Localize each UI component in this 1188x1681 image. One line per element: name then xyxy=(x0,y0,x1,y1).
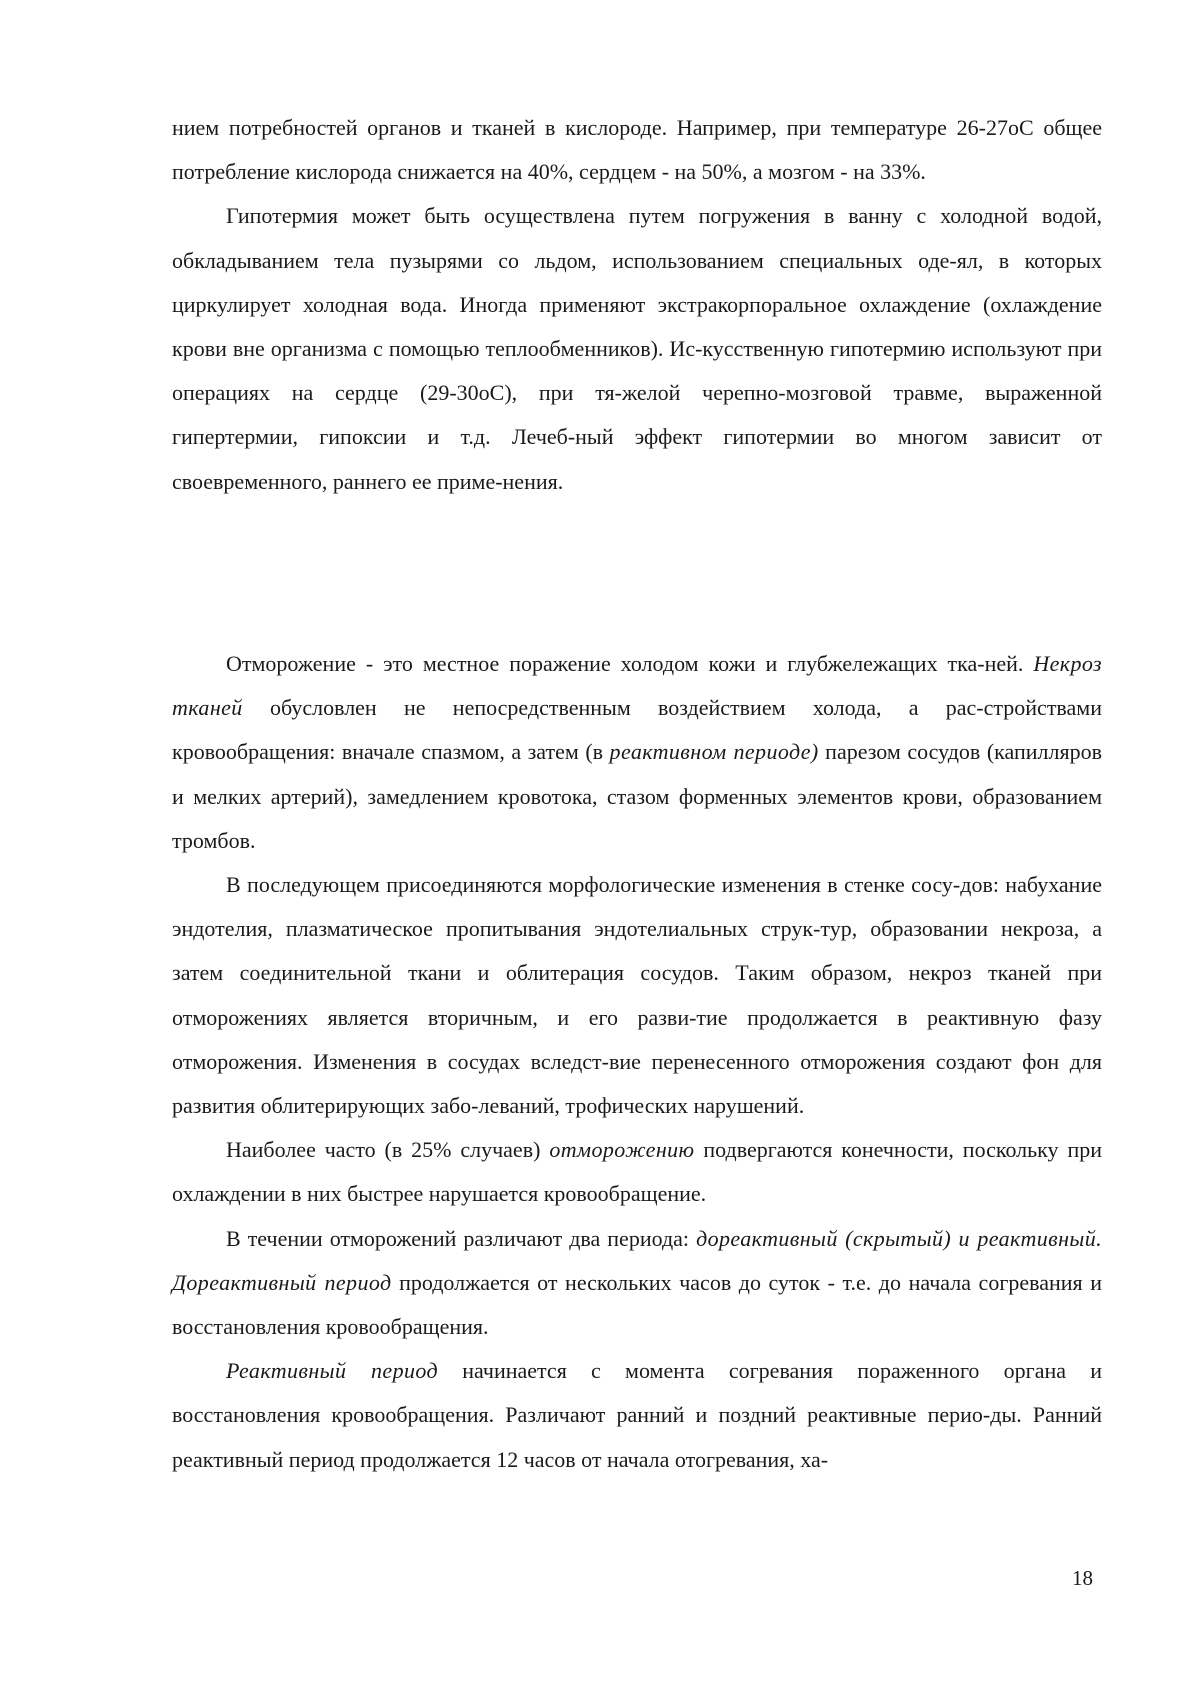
text-run: Отморожение - это местное поражение холодом кожи и глубжележащих тка-ней. xyxy=(226,651,1034,676)
paragraph xyxy=(172,642,1102,863)
page-number: 18 xyxy=(1072,1566,1093,1590)
text-run: Гипотермия может быть осуществлена путем погружения в ванну с холодной водой, обкладыванием тела пузырями со льдом, использованием специальных оде-ял, в которых циркулирует холодная вода. Иногда применяют экстракорпоральное охлаждение (охлаждение крови вне организма с помощью теплообменников). Ис-кусственную гипотермию используют при операциях на сердце (29-30оС), при тя-желой черепно-мозговой травме, выраженной гипертермии, гипоксии и т.д. Лечеб-ный эффект гипотермии во многом зависит от своевременного, раннего ее приме-нения. xyxy=(172,203,1102,494)
text-block-top xyxy=(172,106,1102,504)
text-run: нием потребностей органов и тканей в кислороде. Например, при температуре 26-27оС общее потребление кислорода снижается на 40%, сердцем - на 50%, а мозгом - на 33%. xyxy=(172,115,1102,185)
italic-text: реактивном периоде) xyxy=(609,739,819,765)
paragraph xyxy=(172,1217,1102,1350)
text-run: парезом сосудов (капилляров и мелких артерий), замедлением кровотока, стазом форменных элементов крови, образованием тромбов. xyxy=(172,739,1102,853)
paragraph xyxy=(172,194,1102,503)
text-run: продолжается от нескольких часов до суток - т.е. до начала согревания и восстановления кровообращения. xyxy=(172,1269,1102,1340)
paragraph xyxy=(172,863,1102,1128)
text-block-bottom xyxy=(172,642,1102,1482)
text-run: начинается с момента согревания пораженного органа и восстановления кровообращения. Различают ранний и поздний реактивные перио-ды. Ранний реактивный период продолжается 12 часов от начала отогревания, ха- xyxy=(172,1358,1102,1472)
text-run: Наиболее часто (в 25% случаев) xyxy=(226,1137,550,1163)
text-run: подвергаются конечности, поскольку при охлаждении в них быстрее нарушается кровообращение. xyxy=(172,1137,1102,1207)
italic-text: отморожению xyxy=(549,1137,695,1163)
text-run: обусловлен не непосредственным воздействием холода, а рас-стройствами кровообращения: вначале спазмом, а затем (в xyxy=(172,695,1102,765)
italic-text: Некроз тканей xyxy=(172,651,1102,721)
italic-text: Реактивный период xyxy=(226,1358,439,1384)
paragraph xyxy=(172,1349,1102,1482)
text-run: В последующем присоединяются морфологические изменения в стенке сосу-дов: набухание эндотелия, плазматическое пропитывания эндотелиальных струк-тур, образовании некроза, а затем соединительной ткани и облитерация сосудов. Таким образом, некроз тканей при отморожениях является вторичным, и его разви-тие продолжается в реактивную фазу отморожения. Изменения в сосудах вследст-вие перенесенного отморожения создают фон для развития облитерирующих забо-леваний, трофических нарушений. xyxy=(172,872,1102,1119)
paragraph xyxy=(172,1128,1102,1216)
italic-text: дореактивный (скрытый) и реактивный. Дореактивный период xyxy=(172,1225,1102,1295)
paragraph xyxy=(172,106,1102,194)
text-run: В течении отморожений различают два периода: xyxy=(226,1225,697,1251)
